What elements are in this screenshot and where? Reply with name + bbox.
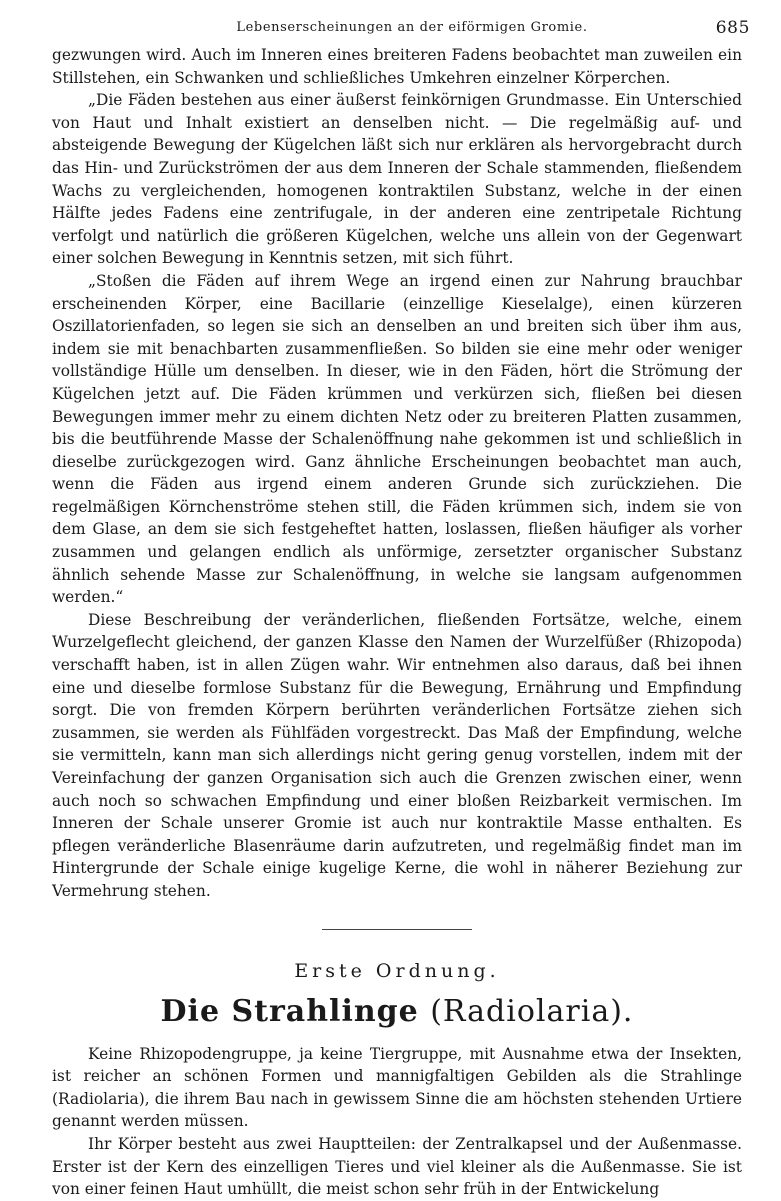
paragraph: Ihr Körper besteht aus zwei Hauptteilen: der Zentralkapsel und der Außenmasse. Erster ist der Kern des einzelligen Tieres und viel kleiner als die Außenmasse. Sie ist von einer feinen Haut umhüllt, die meist schon sehr früh in der Entwickelung (52, 1134, 742, 1199)
chapter-heading (52, 994, 742, 1029)
paragraph: „Die Fäden bestehen aus einer äußerst feinkörnigen Grundmasse. Ein Unterschied von Haut und Inhalt existiert an denselben nicht. — Die regelmäßig auf- und absteigende Bewegung der Kügelchen läßt sich nur erklären als hervorgebracht durch das Hin- und Zurückströmen der aus dem Inneren der Schale stammenden, fließendem Wachs zu vergleichenden, homogenen kontraktilen Substanz, welche in der einen Hälfte jedes Fadens eine zentrifugale, in der anderen eine zentripetale Richtung verfolgt und natürlich die größeren Kügelchen, welche uns allein von der Gegenwart einer solchen Bewegung in Kenntnis setzen, mit sich führt. (52, 91, 742, 268)
body-text (52, 44, 742, 903)
running-header (52, 18, 750, 44)
chapter-title-latin: (Radiolaria). (430, 993, 634, 1029)
book-page (52, 18, 750, 1201)
paragraph: „Stoßen die Fäden auf ihrem Wege an irgend einen zur Nahrung brauchbar erscheinenden Körper, eine Bacillarie (einzellige Kieselalge), einen kürzeren Oszillatorienfaden, so legen sie sich an denselben an und breiten sich über ihm aus, indem sie mit benachbarten zusammenfließen. So bilden sie eine mehr oder weniger vollständige Hülle um denselben. In dieser, wie in den Fäden, hört die Strömung der Kügelchen jetzt auf. Die Fäden krümmen und verkürzen sich, fließen bei diesen Bewegungen immer mehr zu einem dichten Netz oder zu breiteren Platten zusammen, bis die beutführende Masse der Schalenöffnung nahe gekommen ist und schließlich in dieselbe zurückgezogen wird. Ganz ähnliche Erscheinungen beobachtet man auch, wenn die Fäden aus irgend einem anderen Grunde sich zurückziehen. Die regelmäßigen Körnchenströme stehen still, die Fäden krümmen sich, indem sie von dem Glase, an dem sie sich festgeheftet hatten, loslassen, fließen häufiger als vorher zusammen und gelangen endlich als unförmige, zersetzter organischer Substanz ähnlich sehende Masse zur Schalenöffnung, in welche sie langsam aufgenommen werden.“ (52, 271, 742, 607)
paragraph: Diese Beschreibung der veränderlichen, fließenden Fortsätze, welche, einem Wurzelgeflecht gleichend, der ganzen Klasse den Namen der Wurzelfüßer (Rhizopoda) verschafft haben, ist in allen Zügen wahr. Wir entnehmen also daraus, daß bei ihnen eine und dieselbe formlose Substanz für die Bewegung, Ernährung und Empfindung sorgt. Die von fremden Körpern berührten veränderlichen Fortsätze ziehen sich zusammen, sie werden als Fühlfäden vorgestreckt. Das Maß der Empfindung, welche sie vermitteln, kann man sich allerdings nicht gering genug vorstellen, indem mit der Vereinfachung der ganzen Organisation sich auch die Grenzen zwischen einer, wenn auch noch so schwachen Empfindung und einer bloßen Reizbarkeit vermischen. Im Inneren der Schale unserer Gromie ist auch nur kontraktile Masse enthalten. Es pflegen veränderliche Blasenräume darin aufzutreten, und regelmäßig findet man im Hintergrunde der Schale einige kugelige Kerne, die wohl in näherer Beziehung zur Vermehrung stehen. (52, 610, 742, 900)
order-heading: Erste Ordnung. (294, 959, 500, 982)
chapter-text (52, 1043, 742, 1201)
paragraph: gezwungen wird. Auch im Inneren eines breiteren Fadens beobachtet man zuweilen ein Stillstehen, ein Schwanken und schließliches Umkehren einzelner Körperchen. (52, 46, 742, 87)
page-number: 685 (715, 18, 750, 38)
chapter-title: Die Strahlinge (160, 993, 419, 1029)
section-divider (322, 929, 472, 930)
paragraph: Keine Rhizopodengruppe, ja keine Tiergruppe, mit Ausnahme etwa der Insekten, ist reicher an schönen Formen und mannigfaltigen Gebilden als die Strahlinge (Radiolaria), die ihrem Bau nach in gewissem Sinne die am höchsten stehenden Urtiere genannt werden müssen. (52, 1044, 742, 1131)
running-title: Lebenserscheinungen an der eiförmigen Gromie. (236, 20, 588, 35)
